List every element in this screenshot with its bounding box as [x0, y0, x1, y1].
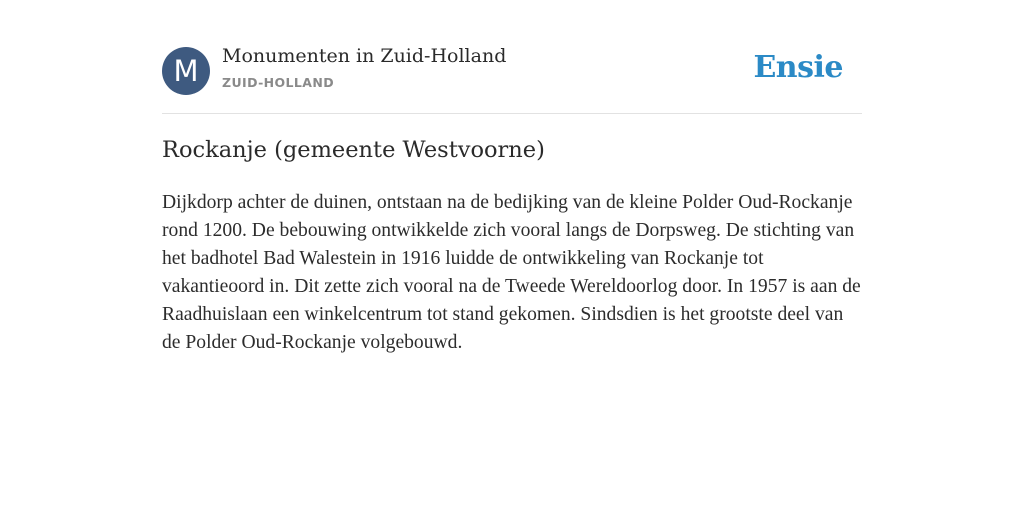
source-title[interactable]: Monumenten in Zuid-Holland	[222, 45, 507, 67]
article-title: Rockanje (gemeente Westvoorne)	[162, 137, 545, 163]
article-body: Dijkdorp achter de duinen, ontstaan na de bedijking van de kleine Polder Oud-Rockanje rond 1200. De bebouwing ontwikkelde zich vooral langs de Dorpsweg. De stichting van het badhotel Bad Walestein in 1916 luidde de ontwikkeling van Rockanje tot vakantieoord in. Dit zette zich vooral na de Tweede Wereldoorlog door. In 1957 is aan de Raadhuislaan een winkelcentrum tot stand gekomen. Sindsdien is het grootste deel van de Polder Oud-Rockanje volgebouwd.	[162, 192, 861, 353]
source-avatar[interactable]: M	[162, 47, 210, 95]
card-header	[162, 0, 862, 114]
source-subtitle: ZUID-HOLLAND	[222, 75, 334, 90]
article-card	[162, 0, 862, 353]
ensie-logo[interactable]: Ensie	[753, 50, 843, 85]
